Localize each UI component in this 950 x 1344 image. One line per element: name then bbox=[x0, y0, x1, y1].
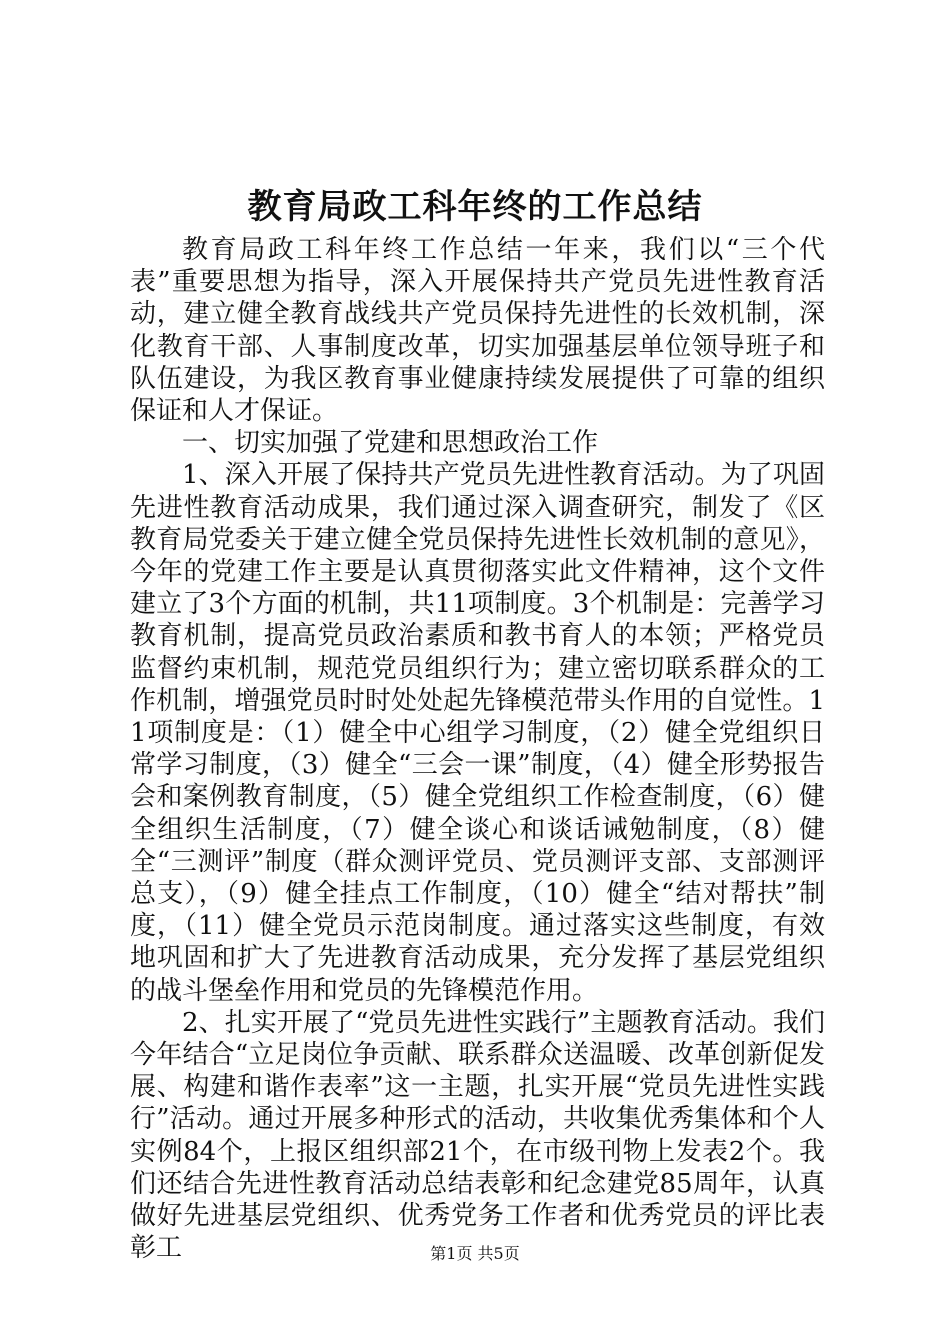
document-body bbox=[130, 234, 825, 1265]
paragraph-item-2: 2、扎实开展了“党员先进性实践行”主题教育活动。我们今年结合“立足岗位争贡献、联系群众送温暖、改革创新促发展、构建和谐作表率”这一主题，扎实开展“党员先进性实践行”活动。通过开展多种形式的活动，共收集优秀集体和个人实例84个，上报区组织部21个，在市级刊物上发表2个。我们还结合先进性教育活动总结表彰和纪念建党85周年，认真做好先进基层党组织、优秀党务工作者和优秀党员的评比表彰工 bbox=[130, 1007, 825, 1264]
paragraph-intro: 教育局政工科年终工作总结一年来，我们以“三个代表”重要思想为指导，深入开展保持共产党员先进性教育活动，建立健全教育战线共产党员保持先进性的长效机制，深化教育干部、人事制度改革，切实加强基层单位领导班子和队伍建设，为我区教育事业健康持续发展提供了可靠的组织保证和人才保证。 bbox=[130, 235, 825, 427]
section-heading: 一、切实加强了党建和思想政治工作 bbox=[182, 428, 599, 459]
paragraph-item-1: 1、深入开展了保持共产党员先进性教育活动。为了巩固先进性教育活动成果，我们通过深入调查研究，制发了《区教育局党委关于建立健全党员保持先进性长效机制的意见》，今年的党建工作主要是认真贯彻落实此文件精神，这个文件建立了3个方面的机制，共11项制度。3个机制是：完善学习教育机制，提高党员政治素质和教书育人的本领；严格党员监督约束机制，规范党员组织行为；建立密切联系群众的工作机制，增强党员时时处处起先锋模范带头作用的自觉性。11项制度是：（1）健全中心组学习制度，（2）健全党组织日常学习制度，（3）健全“三会一课”制度，（4）健全形势报告会和案例教育制度，（5）健全党组织工作检查制度，（6）健全组织生活制度，（7）健全谈心和谈话诫勉制度，（8）健全“三测评”制度（群众测评党员、党员测评支部、支部测评总支），（9）健全挂点工作制度，（10）健全“结对帮扶”制度，（11）健全党员示范岗制度。通过落实这些制度，有效地巩固和扩大了先进教育活动成果，充分发挥了基层党组织的战斗堡垒作用和党员的先锋模范作用。 bbox=[130, 460, 825, 1006]
document-title: 教育局政工科年终的工作总结 bbox=[247, 187, 703, 227]
page-footer: 第1页 共5页 bbox=[430, 1244, 520, 1263]
